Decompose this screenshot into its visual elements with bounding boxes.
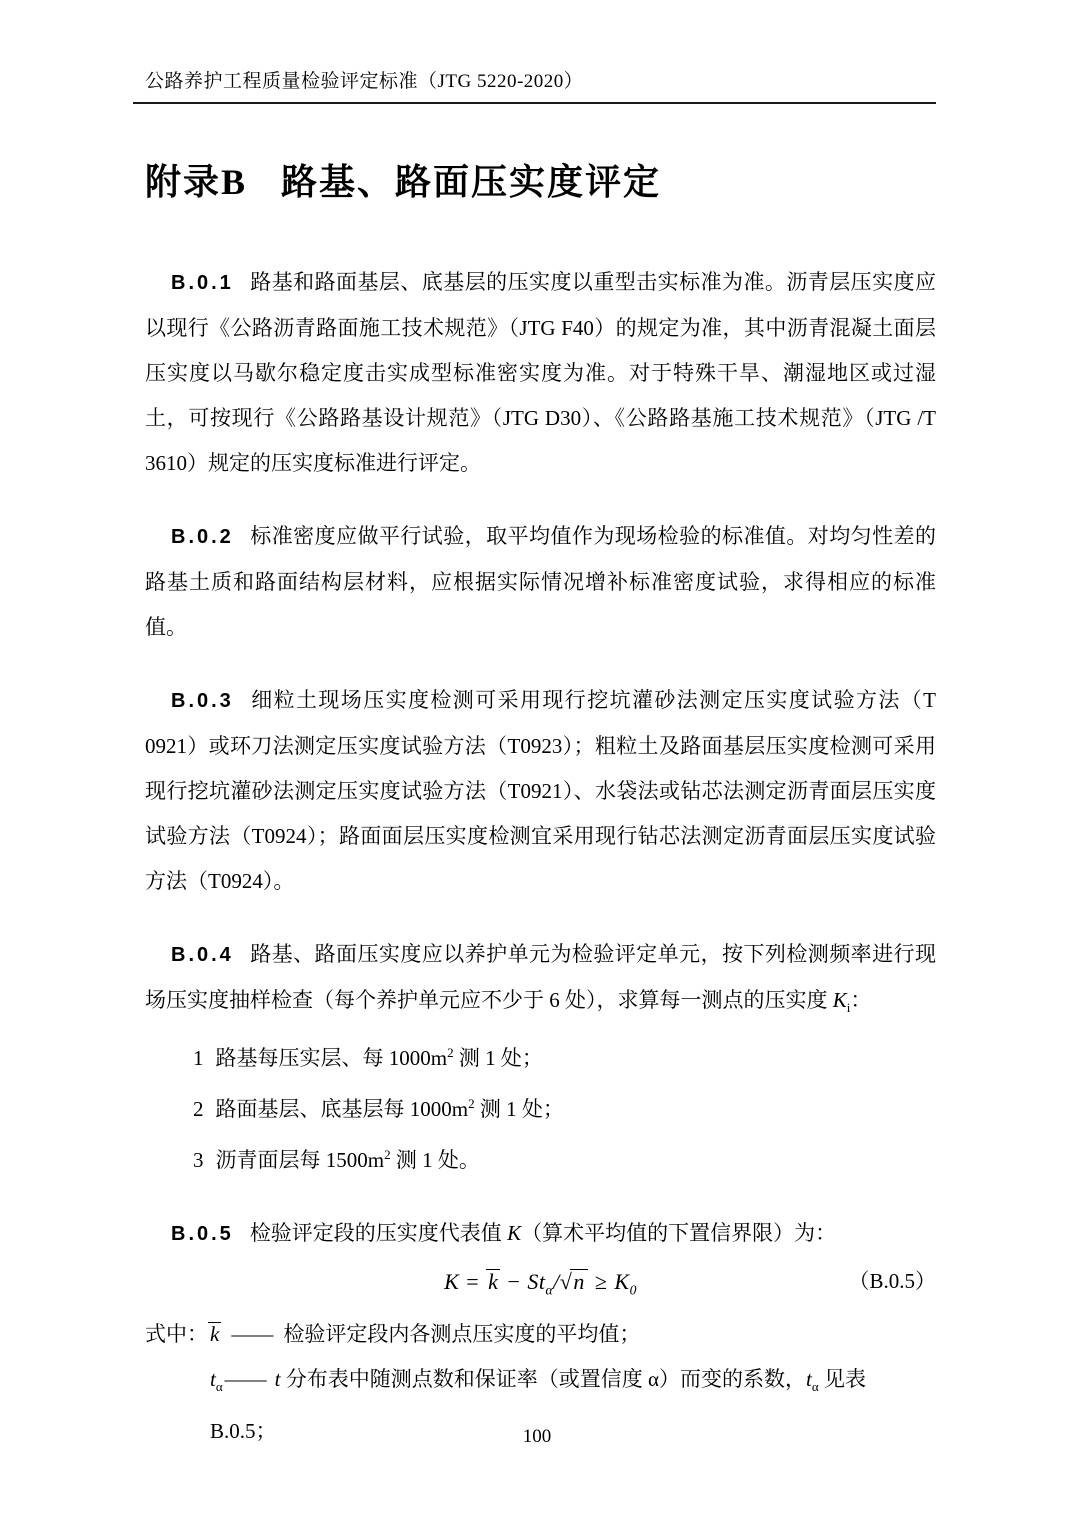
clause-b01-text: 路基和路面基层、底基层的压实度以重型击实标准为准。沥青层压实度应以现行《公路沥青路面施工技术规范》（JTG F40）的规定为准，其中沥青混凝土面层压实度以马歇尔稳定度击实成型标准密实度为准。对于特殊干旱、潮湿地区或过湿土，可按现行《公路路基设计规范》（JTG D30）、《公路路基施工技术规范》（JTG /T 3610）规定的压实度标准进行评定。 bbox=[145, 270, 936, 475]
symbol-Ki-subscript: i bbox=[846, 1000, 851, 1016]
formula-row bbox=[145, 1259, 936, 1304]
list-item-2 bbox=[193, 1081, 936, 1132]
appendix-title-prefix: 附录B bbox=[145, 162, 248, 202]
running-header-text: 公路养护工程质量检验评定标准（JTG 5220-2020） bbox=[145, 71, 584, 92]
running-header bbox=[133, 70, 936, 104]
where-t-alpha: t bbox=[210, 1367, 216, 1392]
list-item-3-number: 3 bbox=[193, 1148, 204, 1173]
list-item-1-text-end: 测 1 处； bbox=[453, 1046, 543, 1071]
where-t-alpha-subscript: α bbox=[215, 1379, 223, 1395]
clause-b02 bbox=[145, 514, 936, 650]
list-item-2-text: 路面基层、底基层每 1000m bbox=[215, 1097, 469, 1122]
formula-St: St bbox=[527, 1269, 546, 1295]
list-item-3-superscript: 2 bbox=[384, 1147, 391, 1163]
list-item-2-superscript: 2 bbox=[468, 1096, 475, 1112]
clause-b03-text: 细粒土现场压实度检测可采用现行挖坑灌砂法测定压实度试验方法（T 0921）或环刀法测定压实度试验方法（T0923）；粗粒土及路面基层压实度检测可采用现行挖坑灌砂法测定压实度试验方法（T0921）、水袋法或钻芯法测定沥青面层压实度试验方法（T0924）；路面面层压实度检测宜采用现行钻芯法测定沥青面层压实度试验方法（T0924）。 bbox=[145, 688, 936, 893]
where-line-1-text: 检验评定段内各测点压实度的平均值； bbox=[283, 1322, 641, 1347]
formula-kbar bbox=[486, 1269, 500, 1293]
clause-b04-label: B.0.4 bbox=[171, 944, 234, 966]
list-item-2-text-end: 测 1 处； bbox=[474, 1097, 564, 1122]
formula-kbar-letter: k bbox=[488, 1269, 499, 1295]
where-t-alpha-2: t bbox=[806, 1367, 812, 1392]
clause-b05 bbox=[145, 1211, 936, 1257]
where-dash-2: —— bbox=[224, 1367, 267, 1392]
where-line-2-text-a: 分布表中随测点数和保证率（或置信度 α）而变的系数， bbox=[280, 1367, 807, 1392]
list-item-1-superscript: 2 bbox=[447, 1045, 454, 1061]
formula-minus: − bbox=[507, 1269, 521, 1295]
formula-sqrt bbox=[560, 1269, 588, 1294]
clause-b04-text: 路基、路面压实度应以养护单元为检验评定单元，按下列检测频率进行现场压实度抽样检查（每个养护单元应不少于 6 处），求算每一测点的压实度 bbox=[145, 942, 936, 1012]
formula-K0: K bbox=[614, 1269, 630, 1295]
equation-number: （B.0.5） bbox=[848, 1269, 936, 1294]
symbol-Ki: K bbox=[832, 988, 847, 1012]
clause-b02-text: 标准密度应做平行试验，取平均值作为现场检验的标准值。对均匀性差的路基土质和路面结构层材料，应根据实际情况增补标准密度试验，求得相应的标准值。 bbox=[145, 524, 936, 639]
formula-K: K bbox=[444, 1269, 460, 1295]
formula-geq: ≥ bbox=[594, 1269, 608, 1295]
symbol-K: K bbox=[507, 1221, 522, 1246]
list-item-3-text-end: 测 1 处。 bbox=[390, 1148, 480, 1173]
radical-sign: √ bbox=[559, 1269, 573, 1295]
formula-slash: / bbox=[553, 1269, 560, 1295]
clause-b02-label: B.0.2 bbox=[171, 526, 234, 548]
where-line-1 bbox=[145, 1312, 936, 1357]
clause-b01 bbox=[145, 260, 936, 486]
where-kbar bbox=[208, 1322, 221, 1345]
clause-b05-text: 检验评定段的压实度代表值 bbox=[249, 1221, 508, 1246]
list-item-3-text: 沥青面层每 1500m bbox=[215, 1148, 385, 1173]
where-kbar-letter: k bbox=[210, 1322, 220, 1347]
clause-b03 bbox=[145, 678, 936, 904]
appendix-title bbox=[145, 160, 936, 204]
formula-equals: = bbox=[466, 1269, 480, 1295]
where-dash-1: —— bbox=[231, 1322, 274, 1347]
clause-b04 bbox=[145, 932, 936, 1030]
formula-alpha-subscript: α bbox=[545, 1282, 554, 1298]
formula-n: n bbox=[570, 1269, 588, 1293]
formula-K0-subscript: 0 bbox=[629, 1282, 637, 1298]
list-item-3 bbox=[193, 1132, 936, 1183]
compaction-formula bbox=[444, 1269, 637, 1298]
list-item-2-number: 2 bbox=[193, 1097, 204, 1122]
where-t-symbol: t bbox=[274, 1367, 281, 1392]
list-item-1-text: 路基每压实层、每 1000m bbox=[215, 1046, 448, 1071]
clause-b05-label: B.0.5 bbox=[171, 1223, 234, 1246]
clause-b05-text-end: （算术平均值的下置信界限）为： bbox=[521, 1221, 837, 1246]
where-line-2-text-b: 见表 B.0.5； bbox=[210, 1367, 866, 1444]
page-content bbox=[0, 70, 1074, 1454]
clause-b03-label: B.0.3 bbox=[171, 690, 234, 712]
clause-b04-colon: ： bbox=[850, 988, 872, 1012]
where-t-alpha-2-subscript: α bbox=[811, 1379, 819, 1395]
appendix-title-main: 路基、路面压实度评定 bbox=[281, 162, 662, 202]
page-number: 100 bbox=[522, 1426, 552, 1447]
list-item-1-number: 1 bbox=[193, 1046, 204, 1071]
clause-b01-label: B.0.1 bbox=[171, 272, 234, 294]
list-item-1 bbox=[193, 1030, 936, 1081]
where-lead: 式中： bbox=[145, 1322, 208, 1347]
